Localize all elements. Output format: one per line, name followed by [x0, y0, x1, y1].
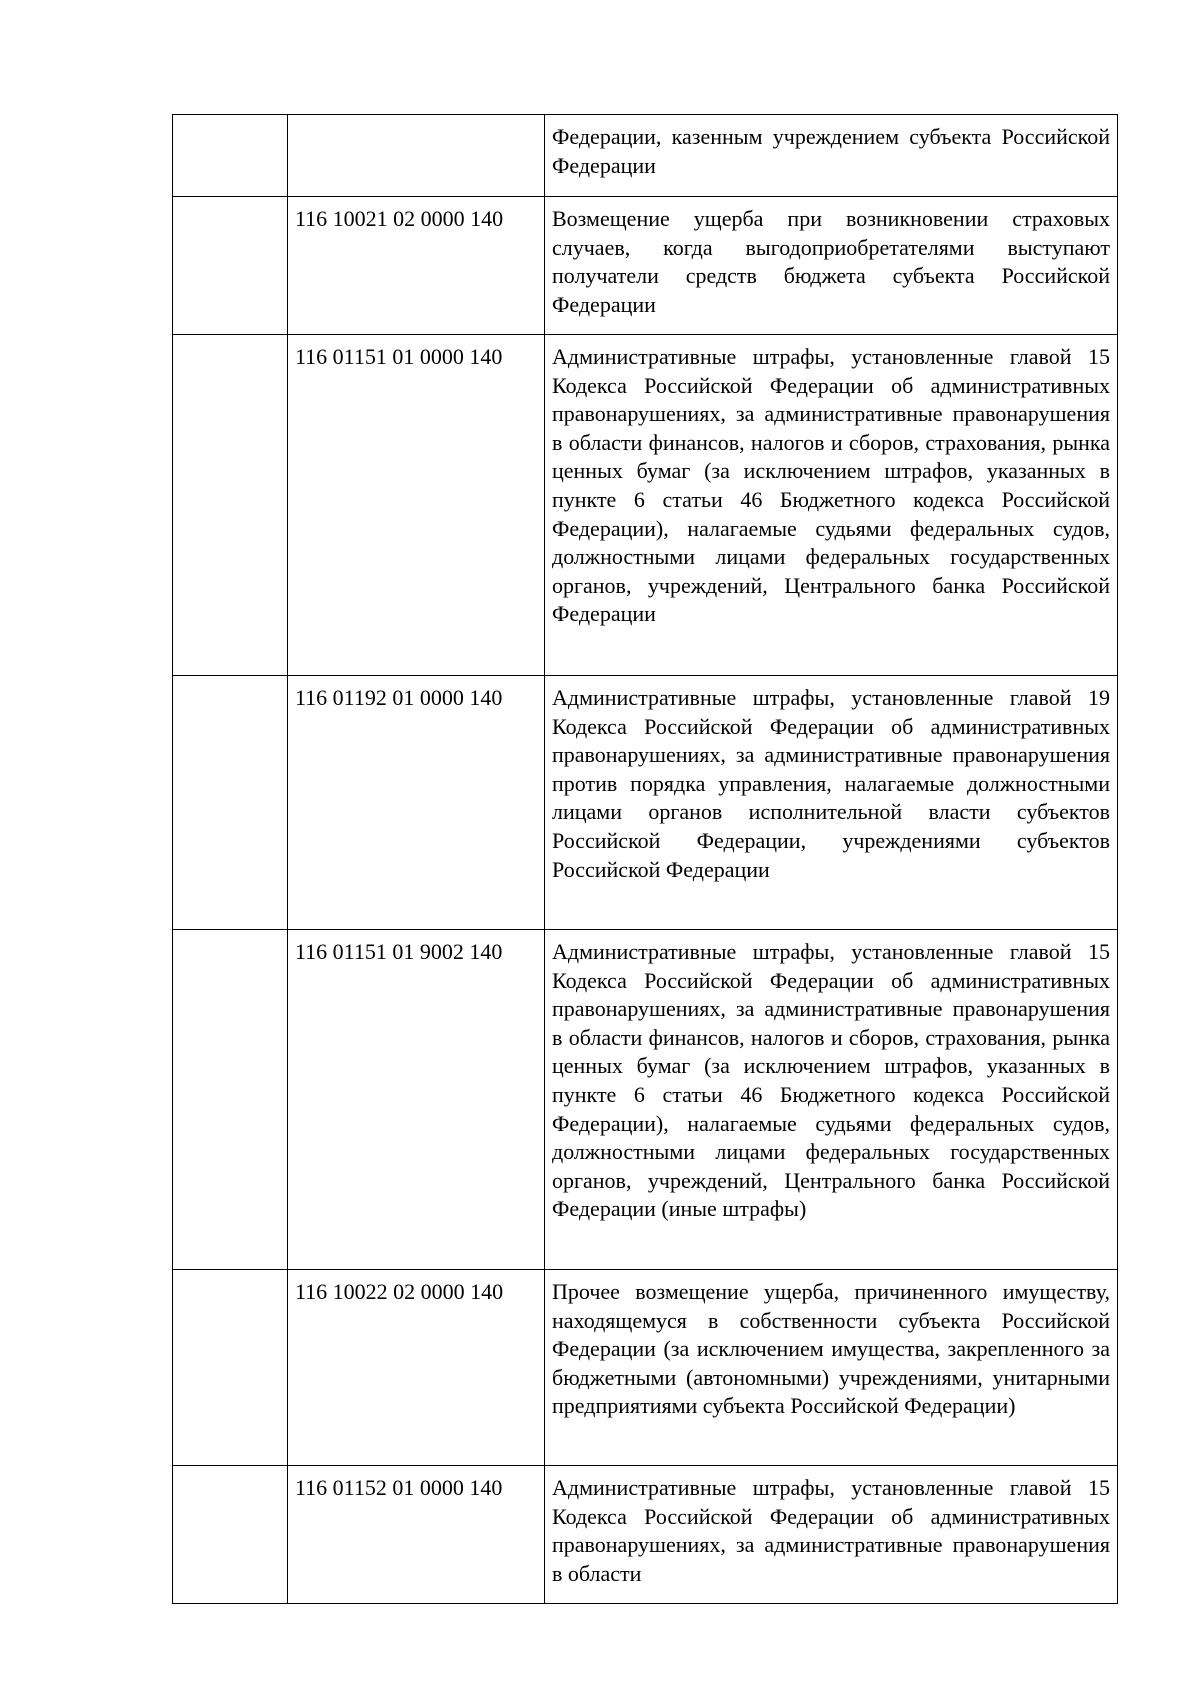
table-cell-description: Прочее возмещение ущерба, причиненного имуществу, находящемуся в собственности субъекта Российской Федерации (за исключением имущества, закрепленного за бюджетными (автономными) учреждениями, унитарными предприятиями субъекта Российской Федерации): [545, 1270, 1118, 1466]
table-cell-description: Возмещение ущерба при возникновении страховых случаев, когда выгодоприобретателями выступают получатели средств бюджета субъекта Российской Федерации: [545, 197, 1118, 335]
table-cell-code: 116 01151 01 0000 140: [288, 335, 545, 676]
table-cell-empty: [173, 676, 288, 930]
table-row: [173, 676, 1118, 930]
table-row: [173, 115, 1118, 197]
table-cell-empty: [173, 1270, 288, 1466]
table-row: [173, 1270, 1118, 1466]
table-cell-empty: [173, 115, 288, 197]
table-cell-code: [288, 115, 545, 197]
table-cell-code: 116 10021 02 0000 140: [288, 197, 545, 335]
table-cell-empty: [173, 1466, 288, 1604]
table-cell-description: Федерации, казенным учреждением субъекта Российской Федерации: [545, 115, 1118, 197]
table-cell-code: 116 10022 02 0000 140: [288, 1270, 545, 1466]
table-cell-empty: [173, 335, 288, 676]
table-cell-description: Административные штрафы, установленные главой 15 Кодекса Российской Федерации об административных правонарушениях, за административные правонарушения в области финансов, налогов и сборов, страхования, рынка ценных бумаг (за исключением штрафов, указанных в пункте 6 статьи 46 Бюджетного кодекса Российской Федерации), налагаемые судьями федеральных судов, должностными лицами федеральных государственных органов, учреждений, Центрального банка Российской Федерации: [545, 335, 1118, 676]
budget-codes-table: [172, 114, 1118, 1604]
table-cell-description: Административные штрафы, установленные главой 19 Кодекса Российской Федерации об административных правонарушениях, за административные правонарушения против порядка управления, налагаемые должностными лицами органов исполнительной власти субъектов Российской Федерации, учреждениями субъектов Российской Федерации: [545, 676, 1118, 930]
table-row: [173, 1466, 1118, 1604]
table-cell-code: 116 01192 01 0000 140: [288, 676, 545, 930]
table-cell-code: 116 01152 01 0000 140: [288, 1466, 545, 1604]
table-cell-description: Административные штрафы, установленные главой 15 Кодекса Российской Федерации об административных правонарушениях, за административные правонарушения в области: [545, 1466, 1118, 1604]
table-row: [173, 930, 1118, 1270]
table-cell-description: Административные штрафы, установленные главой 15 Кодекса Российской Федерации об административных правонарушениях, за административные правонарушения в области финансов, налогов и сборов, страхования, рынка ценных бумаг (за исключением штрафов, указанных в пункте 6 статьи 46 Бюджетного кодекса Российской Федерации), налагаемые судьями федеральных судов, должностными лицами федеральных государственных органов, учреждений, Центрального банка Российской Федерации (иные штрафы): [545, 930, 1118, 1270]
table-row: [173, 197, 1118, 335]
table-cell-empty: [173, 197, 288, 335]
table-cell-empty: [173, 930, 288, 1270]
table-cell-code: 116 01151 01 9002 140: [288, 930, 545, 1270]
table-row: [173, 335, 1118, 676]
